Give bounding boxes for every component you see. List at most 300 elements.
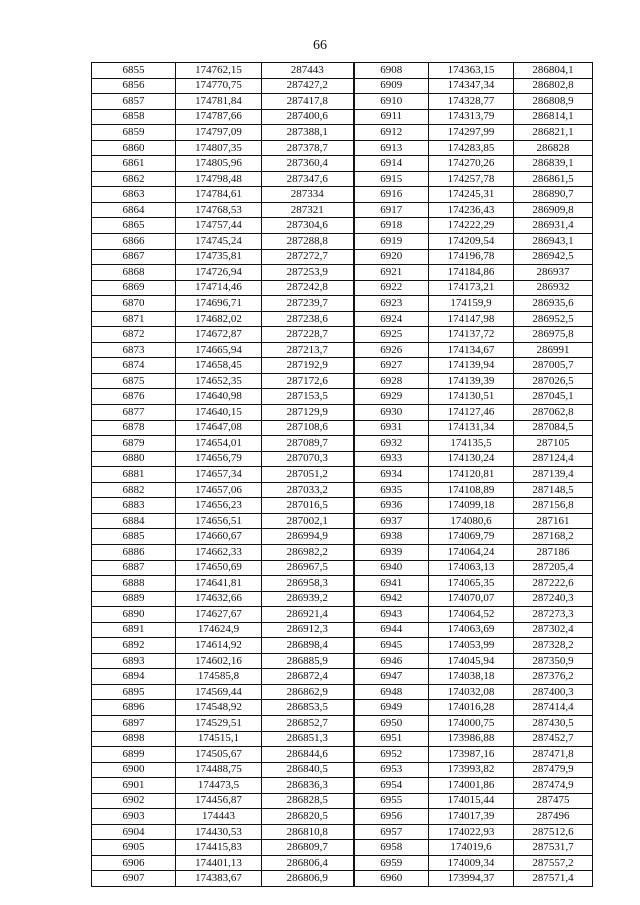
table-row — [92, 809, 593, 825]
cell-x-coordinate: 173987,16 — [429, 747, 514, 763]
cell-x-coordinate: 174108,89 — [429, 482, 514, 498]
table-row — [92, 576, 593, 592]
cell-y-coordinate: 287084,5 — [514, 420, 593, 436]
cell-point-number: 6930 — [354, 405, 429, 421]
cell-point-number: 6928 — [354, 373, 429, 389]
cell-y-coordinate: 287417,8 — [262, 94, 354, 110]
cell-y-coordinate: 287347,6 — [262, 171, 354, 187]
cell-point-number: 6857 — [92, 94, 176, 110]
table-row — [92, 125, 593, 141]
cell-point-number: 6883 — [92, 498, 176, 514]
cell-point-number: 6898 — [92, 731, 176, 747]
cell-point-number: 6939 — [354, 544, 429, 560]
cell-point-number: 6871 — [92, 311, 176, 327]
cell-y-coordinate: 287253,9 — [262, 265, 354, 281]
cell-x-coordinate: 174019,6 — [429, 840, 514, 856]
cell-y-coordinate: 286851,3 — [262, 731, 354, 747]
cell-x-coordinate: 174807,35 — [176, 140, 262, 156]
cell-y-coordinate: 287240,3 — [514, 591, 593, 607]
table-row — [92, 373, 593, 389]
cell-point-number: 6858 — [92, 109, 176, 125]
cell-point-number: 6926 — [354, 342, 429, 358]
cell-y-coordinate: 287273,3 — [514, 607, 593, 623]
cell-point-number: 6904 — [92, 824, 176, 840]
cell-point-number: 6932 — [354, 436, 429, 452]
table-row — [92, 731, 593, 747]
cell-y-coordinate: 286862,9 — [262, 684, 354, 700]
cell-y-coordinate: 287016,5 — [262, 498, 354, 514]
table-row — [92, 405, 593, 421]
cell-point-number: 6922 — [354, 280, 429, 296]
cell-point-number: 6918 — [354, 218, 429, 234]
cell-x-coordinate: 174016,28 — [429, 700, 514, 716]
table-row — [92, 747, 593, 763]
cell-point-number: 6906 — [92, 855, 176, 871]
coordinates-table — [91, 62, 593, 887]
cell-point-number: 6869 — [92, 280, 176, 296]
cell-y-coordinate: 286839,1 — [514, 156, 593, 172]
cell-x-coordinate: 174283,85 — [429, 140, 514, 156]
cell-x-coordinate: 174245,31 — [429, 187, 514, 203]
cell-y-coordinate: 287400,6 — [262, 109, 354, 125]
cell-y-coordinate: 286872,4 — [262, 669, 354, 685]
cell-y-coordinate: 286890,7 — [514, 187, 593, 203]
cell-point-number: 6868 — [92, 265, 176, 281]
cell-x-coordinate: 174515,1 — [176, 731, 262, 747]
table-row — [92, 342, 593, 358]
table-row — [92, 684, 593, 700]
cell-x-coordinate: 174130,51 — [429, 389, 514, 405]
cell-point-number: 6856 — [92, 78, 176, 94]
cell-y-coordinate: 287272,7 — [262, 249, 354, 265]
cell-y-coordinate: 286852,7 — [262, 715, 354, 731]
cell-x-coordinate: 174682,02 — [176, 311, 262, 327]
cell-x-coordinate: 174000,75 — [429, 715, 514, 731]
cell-x-coordinate: 174173,21 — [429, 280, 514, 296]
table-row — [92, 94, 593, 110]
cell-point-number: 6955 — [354, 793, 429, 809]
table-row — [92, 653, 593, 669]
table-row — [92, 715, 593, 731]
cell-x-coordinate: 174656,51 — [176, 513, 262, 529]
cell-point-number: 6958 — [354, 840, 429, 856]
cell-point-number: 6912 — [354, 125, 429, 141]
cell-x-coordinate: 174401,13 — [176, 855, 262, 871]
cell-x-coordinate: 174585,8 — [176, 669, 262, 685]
cell-point-number: 6941 — [354, 576, 429, 592]
cell-y-coordinate: 287531,7 — [514, 840, 593, 856]
cell-x-coordinate: 174127,46 — [429, 405, 514, 421]
cell-x-coordinate: 174313,79 — [429, 109, 514, 125]
cell-x-coordinate: 174640,98 — [176, 389, 262, 405]
cell-point-number: 6911 — [354, 109, 429, 125]
cell-point-number: 6864 — [92, 202, 176, 218]
cell-x-coordinate: 174064,52 — [429, 607, 514, 623]
cell-x-coordinate: 174383,67 — [176, 871, 262, 887]
cell-y-coordinate: 287148,5 — [514, 482, 593, 498]
cell-y-coordinate: 286912,3 — [262, 622, 354, 638]
cell-y-coordinate: 286828 — [514, 140, 593, 156]
cell-x-coordinate: 174137,72 — [429, 327, 514, 343]
cell-point-number: 6866 — [92, 234, 176, 250]
table-row — [92, 187, 593, 203]
cell-y-coordinate: 287070,3 — [262, 451, 354, 467]
cell-y-coordinate: 287002,1 — [262, 513, 354, 529]
cell-x-coordinate: 174363,15 — [429, 63, 514, 79]
table-row — [92, 234, 593, 250]
cell-y-coordinate: 287228,7 — [262, 327, 354, 343]
cell-point-number: 6905 — [92, 840, 176, 856]
cell-y-coordinate: 286958,3 — [262, 576, 354, 592]
cell-point-number: 6870 — [92, 296, 176, 312]
table-row — [92, 171, 593, 187]
cell-point-number: 6933 — [354, 451, 429, 467]
cell-y-coordinate: 286967,5 — [262, 560, 354, 576]
page-number: 66 — [313, 38, 327, 53]
cell-point-number: 6943 — [354, 607, 429, 623]
cell-point-number: 6889 — [92, 591, 176, 607]
cell-x-coordinate: 174001,86 — [429, 778, 514, 794]
cell-point-number: 6875 — [92, 373, 176, 389]
cell-point-number: 6931 — [354, 420, 429, 436]
cell-point-number: 6950 — [354, 715, 429, 731]
cell-y-coordinate: 286935,6 — [514, 296, 593, 312]
cell-x-coordinate: 174548,92 — [176, 700, 262, 716]
table-row — [92, 451, 593, 467]
table-row — [92, 78, 593, 94]
cell-y-coordinate: 286975,8 — [514, 327, 593, 343]
cell-point-number: 6874 — [92, 358, 176, 374]
cell-x-coordinate: 174045,94 — [429, 653, 514, 669]
cell-point-number: 6925 — [354, 327, 429, 343]
cell-y-coordinate: 287026,5 — [514, 373, 593, 389]
cell-y-coordinate: 286806,4 — [262, 855, 354, 871]
cell-y-coordinate: 287242,8 — [262, 280, 354, 296]
cell-x-coordinate: 174784,61 — [176, 187, 262, 203]
cell-x-coordinate: 174139,94 — [429, 358, 514, 374]
cell-x-coordinate: 174065,35 — [429, 576, 514, 592]
cell-y-coordinate: 287557,2 — [514, 855, 593, 871]
table-row — [92, 202, 593, 218]
cell-point-number: 6881 — [92, 467, 176, 483]
cell-y-coordinate: 286840,5 — [262, 762, 354, 778]
cell-x-coordinate: 174696,71 — [176, 296, 262, 312]
cell-point-number: 6948 — [354, 684, 429, 700]
table-row — [92, 778, 593, 794]
cell-point-number: 6873 — [92, 342, 176, 358]
table-row — [92, 156, 593, 172]
cell-y-coordinate: 287378,7 — [262, 140, 354, 156]
cell-y-coordinate: 287334 — [262, 187, 354, 203]
table-row — [92, 498, 593, 514]
cell-y-coordinate: 287571,4 — [514, 871, 593, 887]
cell-y-coordinate: 287089,7 — [262, 436, 354, 452]
cell-y-coordinate: 287129,9 — [262, 405, 354, 421]
cell-y-coordinate: 286931,4 — [514, 218, 593, 234]
cell-x-coordinate: 174656,23 — [176, 498, 262, 514]
cell-point-number: 6916 — [354, 187, 429, 203]
cell-x-coordinate: 174196,78 — [429, 249, 514, 265]
table-row — [92, 669, 593, 685]
cell-y-coordinate: 287471,8 — [514, 747, 593, 763]
cell-point-number: 6896 — [92, 700, 176, 716]
table-row — [92, 591, 593, 607]
table-row — [92, 871, 593, 887]
cell-y-coordinate: 286937 — [514, 265, 593, 281]
table-row — [92, 622, 593, 638]
cell-y-coordinate: 286932 — [514, 280, 593, 296]
cell-point-number: 6888 — [92, 576, 176, 592]
cell-point-number: 6934 — [354, 467, 429, 483]
table-row — [92, 109, 593, 125]
cell-y-coordinate: 287105 — [514, 436, 593, 452]
cell-point-number: 6872 — [92, 327, 176, 343]
cell-y-coordinate: 287161 — [514, 513, 593, 529]
cell-y-coordinate: 287474,9 — [514, 778, 593, 794]
cell-y-coordinate: 286994,9 — [262, 529, 354, 545]
cell-y-coordinate: 286814,1 — [514, 109, 593, 125]
cell-y-coordinate: 287304,6 — [262, 218, 354, 234]
cell-x-coordinate: 174656,79 — [176, 451, 262, 467]
cell-x-coordinate: 174009,34 — [429, 855, 514, 871]
table-row — [92, 436, 593, 452]
cell-y-coordinate: 287479,9 — [514, 762, 593, 778]
cell-x-coordinate: 174017,39 — [429, 809, 514, 825]
cell-y-coordinate: 286943,1 — [514, 234, 593, 250]
cell-point-number: 6900 — [92, 762, 176, 778]
cell-point-number: 6860 — [92, 140, 176, 156]
cell-x-coordinate: 174641,81 — [176, 576, 262, 592]
cell-point-number: 6884 — [92, 513, 176, 529]
cell-x-coordinate: 174209,54 — [429, 234, 514, 250]
cell-point-number: 6921 — [354, 265, 429, 281]
cell-y-coordinate: 287222,6 — [514, 576, 593, 592]
cell-x-coordinate: 174070,07 — [429, 591, 514, 607]
cell-y-coordinate: 287400,3 — [514, 684, 593, 700]
cell-x-coordinate: 174270,26 — [429, 156, 514, 172]
cell-x-coordinate: 174038,18 — [429, 669, 514, 685]
cell-x-coordinate: 174657,34 — [176, 467, 262, 483]
cell-y-coordinate: 287186 — [514, 544, 593, 560]
cell-y-coordinate: 287213,7 — [262, 342, 354, 358]
cell-y-coordinate: 286861,5 — [514, 171, 593, 187]
cell-point-number: 6895 — [92, 684, 176, 700]
cell-y-coordinate: 286836,3 — [262, 778, 354, 794]
cell-y-coordinate: 287238,6 — [262, 311, 354, 327]
cell-x-coordinate: 174529,51 — [176, 715, 262, 731]
cell-point-number: 6940 — [354, 560, 429, 576]
cell-y-coordinate: 287156,8 — [514, 498, 593, 514]
cell-y-coordinate: 286821,1 — [514, 125, 593, 141]
cell-x-coordinate: 174347,34 — [429, 78, 514, 94]
cell-x-coordinate: 174762,15 — [176, 63, 262, 79]
cell-x-coordinate: 174660,67 — [176, 529, 262, 545]
cell-x-coordinate: 174184,86 — [429, 265, 514, 281]
cell-x-coordinate: 174602,16 — [176, 653, 262, 669]
cell-x-coordinate: 174443 — [176, 809, 262, 825]
cell-x-coordinate: 174135,5 — [429, 436, 514, 452]
cell-point-number: 6859 — [92, 125, 176, 141]
cell-point-number: 6927 — [354, 358, 429, 374]
cell-x-coordinate: 174147,98 — [429, 311, 514, 327]
table-row — [92, 249, 593, 265]
cell-x-coordinate: 174654,01 — [176, 436, 262, 452]
cell-y-coordinate: 287512,6 — [514, 824, 593, 840]
cell-x-coordinate: 174130,24 — [429, 451, 514, 467]
table-row — [92, 513, 593, 529]
cell-point-number: 6902 — [92, 793, 176, 809]
cell-point-number: 6897 — [92, 715, 176, 731]
cell-y-coordinate: 287062,8 — [514, 405, 593, 421]
cell-y-coordinate: 287045,1 — [514, 389, 593, 405]
cell-y-coordinate: 287414,4 — [514, 700, 593, 716]
cell-point-number: 6959 — [354, 855, 429, 871]
cell-x-coordinate: 174505,67 — [176, 747, 262, 763]
cell-y-coordinate: 286810,8 — [262, 824, 354, 840]
cell-y-coordinate: 287321 — [262, 202, 354, 218]
cell-point-number: 6867 — [92, 249, 176, 265]
cell-y-coordinate: 287302,4 — [514, 622, 593, 638]
cell-point-number: 6901 — [92, 778, 176, 794]
cell-y-coordinate: 287388,1 — [262, 125, 354, 141]
cell-x-coordinate: 174627,67 — [176, 607, 262, 623]
cell-x-coordinate: 174022,93 — [429, 824, 514, 840]
cell-x-coordinate: 174657,06 — [176, 482, 262, 498]
table-row — [92, 544, 593, 560]
cell-point-number: 6946 — [354, 653, 429, 669]
cell-point-number: 6938 — [354, 529, 429, 545]
cell-x-coordinate: 174222,29 — [429, 218, 514, 234]
cell-point-number: 6936 — [354, 498, 429, 514]
cell-y-coordinate: 286952,5 — [514, 311, 593, 327]
cell-point-number: 6910 — [354, 94, 429, 110]
cell-x-coordinate: 174781,84 — [176, 94, 262, 110]
table-row — [92, 762, 593, 778]
cell-y-coordinate: 287124,4 — [514, 451, 593, 467]
cell-x-coordinate: 174745,24 — [176, 234, 262, 250]
cell-y-coordinate: 287168,2 — [514, 529, 593, 545]
cell-point-number: 6953 — [354, 762, 429, 778]
cell-point-number: 6890 — [92, 607, 176, 623]
cell-y-coordinate: 286802,8 — [514, 78, 593, 94]
cell-x-coordinate: 174099,18 — [429, 498, 514, 514]
cell-point-number: 6923 — [354, 296, 429, 312]
cell-x-coordinate: 174662,33 — [176, 544, 262, 560]
table-row — [92, 529, 593, 545]
cell-point-number: 6937 — [354, 513, 429, 529]
cell-x-coordinate: 174134,67 — [429, 342, 514, 358]
cell-x-coordinate: 174064,24 — [429, 544, 514, 560]
cell-y-coordinate: 287205,4 — [514, 560, 593, 576]
cell-x-coordinate: 174015,44 — [429, 793, 514, 809]
cell-point-number: 6863 — [92, 187, 176, 203]
table-row — [92, 218, 593, 234]
cell-y-coordinate: 287360,4 — [262, 156, 354, 172]
cell-point-number: 6893 — [92, 653, 176, 669]
cell-x-coordinate: 174672,87 — [176, 327, 262, 343]
cell-point-number: 6878 — [92, 420, 176, 436]
table-row — [92, 420, 593, 436]
cell-x-coordinate: 173993,82 — [429, 762, 514, 778]
cell-y-coordinate: 287288,8 — [262, 234, 354, 250]
cell-y-coordinate: 286982,2 — [262, 544, 354, 560]
cell-y-coordinate: 286828,5 — [262, 793, 354, 809]
cell-x-coordinate: 174614,92 — [176, 638, 262, 654]
table-row — [92, 327, 593, 343]
table-row — [92, 638, 593, 654]
cell-y-coordinate: 286844,6 — [262, 747, 354, 763]
cell-y-coordinate: 286806,9 — [262, 871, 354, 887]
cell-x-coordinate: 174805,96 — [176, 156, 262, 172]
cell-point-number: 6908 — [354, 63, 429, 79]
cell-x-coordinate: 174665,94 — [176, 342, 262, 358]
cell-y-coordinate: 287172,6 — [262, 373, 354, 389]
table-row — [92, 358, 593, 374]
cell-point-number: 6886 — [92, 544, 176, 560]
cell-point-number: 6960 — [354, 871, 429, 887]
cell-y-coordinate: 287328,2 — [514, 638, 593, 654]
cell-y-coordinate: 286853,5 — [262, 700, 354, 716]
table-row — [92, 265, 593, 281]
cell-point-number: 6924 — [354, 311, 429, 327]
cell-point-number: 6949 — [354, 700, 429, 716]
cell-point-number: 6956 — [354, 809, 429, 825]
cell-y-coordinate: 287192,9 — [262, 358, 354, 374]
cell-x-coordinate: 174647,08 — [176, 420, 262, 436]
cell-y-coordinate: 287108,6 — [262, 420, 354, 436]
cell-y-coordinate: 287452,7 — [514, 731, 593, 747]
cell-x-coordinate: 174257,78 — [429, 171, 514, 187]
cell-point-number: 6879 — [92, 436, 176, 452]
table-row — [92, 793, 593, 809]
cell-point-number: 6920 — [354, 249, 429, 265]
cell-point-number: 6892 — [92, 638, 176, 654]
cell-x-coordinate: 174770,75 — [176, 78, 262, 94]
cell-x-coordinate: 174080,6 — [429, 513, 514, 529]
cell-point-number: 6935 — [354, 482, 429, 498]
cell-x-coordinate: 174430,53 — [176, 824, 262, 840]
cell-point-number: 6909 — [354, 78, 429, 94]
cell-point-number: 6882 — [92, 482, 176, 498]
cell-x-coordinate: 174735,81 — [176, 249, 262, 265]
cell-x-coordinate: 174069,79 — [429, 529, 514, 545]
cell-x-coordinate: 174236,43 — [429, 202, 514, 218]
cell-point-number: 6907 — [92, 871, 176, 887]
table-row — [92, 560, 593, 576]
cell-point-number: 6951 — [354, 731, 429, 747]
cell-y-coordinate: 286909,8 — [514, 202, 593, 218]
cell-y-coordinate: 287139,4 — [514, 467, 593, 483]
cell-x-coordinate: 174120,81 — [429, 467, 514, 483]
cell-y-coordinate: 287443 — [262, 63, 354, 79]
cell-x-coordinate: 174473,5 — [176, 778, 262, 794]
cell-y-coordinate: 287005,7 — [514, 358, 593, 374]
cell-x-coordinate: 174415,83 — [176, 840, 262, 856]
cell-y-coordinate: 286809,7 — [262, 840, 354, 856]
cell-point-number: 6914 — [354, 156, 429, 172]
cell-x-coordinate: 174063,69 — [429, 622, 514, 638]
cell-point-number: 6861 — [92, 156, 176, 172]
cell-x-coordinate: 174297,99 — [429, 125, 514, 141]
cell-point-number: 6865 — [92, 218, 176, 234]
cell-x-coordinate: 173986,88 — [429, 731, 514, 747]
cell-x-coordinate: 174797,09 — [176, 125, 262, 141]
cell-y-coordinate: 286804,1 — [514, 63, 593, 79]
cell-y-coordinate: 287475 — [514, 793, 593, 809]
cell-y-coordinate: 286939,2 — [262, 591, 354, 607]
cell-point-number: 6880 — [92, 451, 176, 467]
cell-x-coordinate: 174768,53 — [176, 202, 262, 218]
